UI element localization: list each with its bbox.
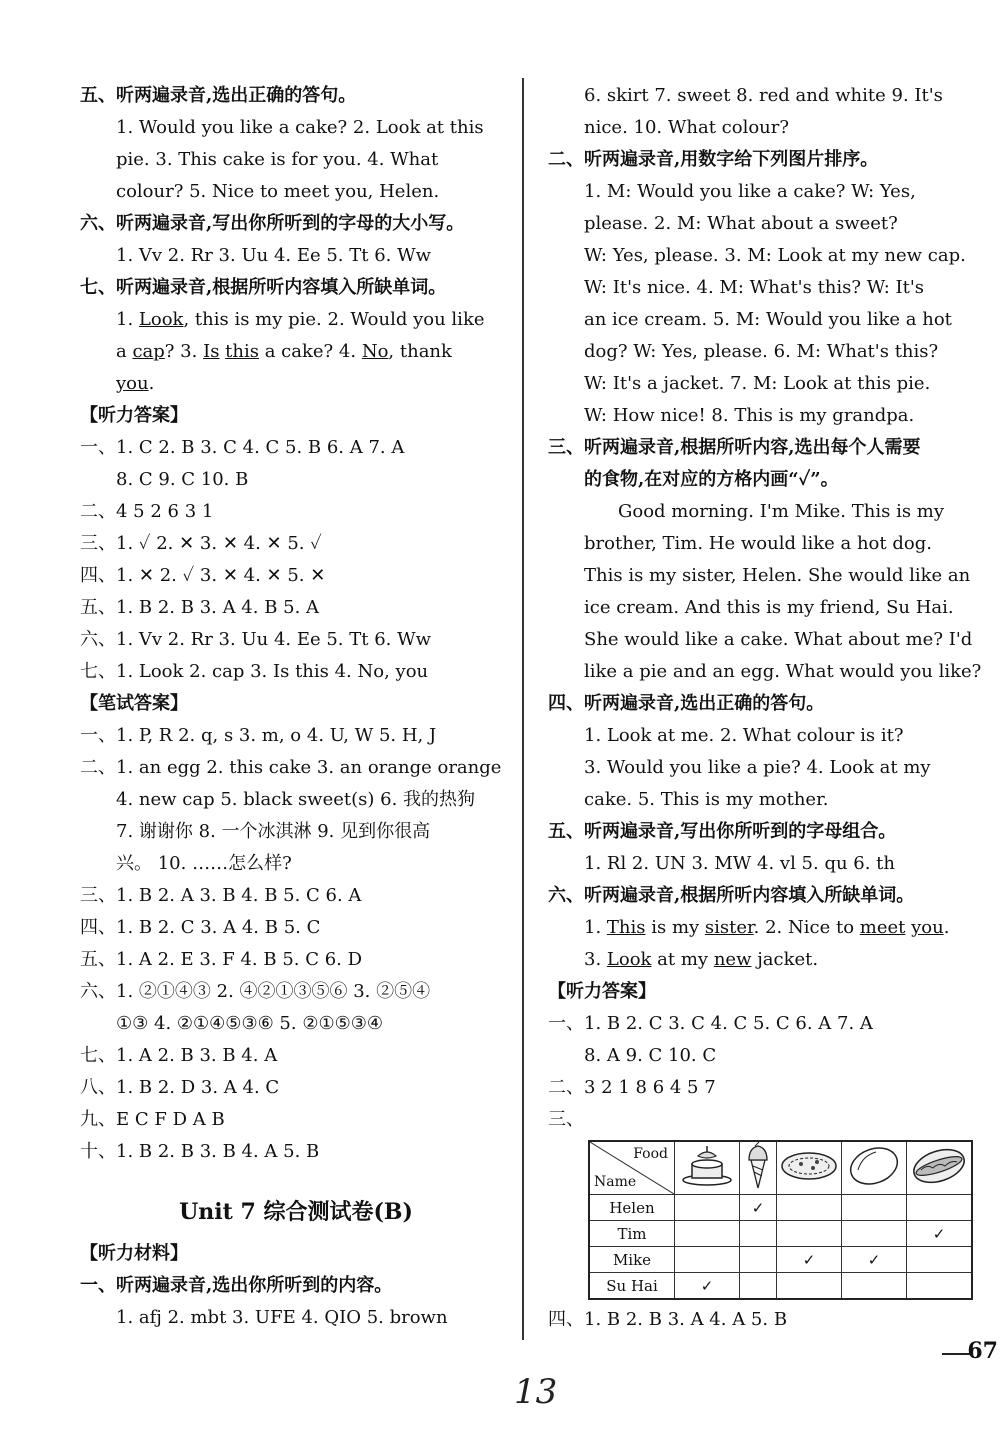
r-section-3-heading: 三、听两遍录音,根据所听内容,选出每个人需要	[548, 437, 921, 458]
ice-cream-icon	[740, 1141, 777, 1195]
table-row	[589, 1273, 972, 1300]
dialogue-line: W: It's a jacket. 7. M: Look at this pie.	[584, 373, 931, 394]
paragraph-line: She would like a cake. What about me? I'd	[584, 629, 973, 650]
page-number: 67	[967, 1338, 998, 1364]
answer-line: 4. new cap 5. black sweet(s) 6. 我的热狗	[116, 789, 476, 810]
letter-combo-line: 1. Rl 2. UN 3. MW 4. vl 5. qu 6. th	[584, 853, 896, 874]
material-1-line: 1. afj 2. mbt 3. UFE 4. QIO 5. brown	[116, 1307, 448, 1328]
item-number: 1.	[584, 917, 607, 938]
mark-cell	[675, 1247, 740, 1273]
mark-cell: ✓	[675, 1273, 740, 1300]
answer-word: Look	[138, 309, 184, 330]
answer-line: 九、E C F D A B	[80, 1109, 225, 1130]
mark-cell	[675, 1221, 740, 1247]
answer-line: ①③ 4. ②①④⑤③⑥ 5. ②①⑤③④	[116, 1013, 384, 1034]
name-label: Name	[594, 1174, 637, 1190]
material-1-heading: 一、听两遍录音,选出你所听到的内容。	[80, 1275, 393, 1296]
dialogue-line: dog? W: Yes, please. 6. M: What's this?	[584, 341, 939, 362]
table-row	[589, 1221, 972, 1247]
answer-line: 五、1. B 2. B 3. A 4. B 5. A	[80, 597, 320, 618]
s5-line: pie. 3. This cake is for you. 4. What	[116, 149, 439, 170]
food-label: Food	[633, 1146, 668, 1162]
header-corner-cell	[589, 1141, 675, 1195]
table-header-row	[589, 1141, 972, 1195]
text: . 2. Nice to	[753, 917, 860, 938]
mark-cell	[777, 1273, 842, 1300]
answer-line: 兴。 10. ……怎么样?	[116, 853, 292, 874]
paragraph-line: This is my sister, Helen. She would like an	[584, 565, 971, 586]
text: is my	[645, 917, 705, 938]
r-section-3-heading-cont: 的食物,在对应的方格内画“✓”。	[584, 469, 839, 490]
answer-line: 四、1. B 2. C 3. A 4. B 5. C	[80, 917, 321, 938]
answer-line: 十、1. B 2. B 3. B 4. A 5. B	[80, 1141, 320, 1162]
answer-word: you	[911, 917, 944, 938]
mark-cell	[907, 1273, 973, 1300]
r-section-6-heading: 六、听两遍录音,根据所听内容填入所缺单词。	[548, 885, 915, 906]
continued-line: nice. 10. What colour?	[584, 117, 790, 138]
answer-word: This	[606, 917, 646, 938]
text: , this is my pie. 2. Would you like	[183, 309, 485, 330]
handwritten-number: 13	[514, 1372, 558, 1412]
mark-cell	[777, 1221, 842, 1247]
text: .	[943, 917, 950, 938]
listening-answers-heading: 【听力答案】	[80, 405, 188, 426]
answer-line: 六、1. Vv 2. Rr 3. Uu 4. Ee 5. Tt 6. Ww	[80, 629, 432, 650]
answer-line: 三、1. B 2. A 3. B 4. B 5. C 6. A	[80, 885, 362, 906]
mark-cell: ✓	[740, 1195, 777, 1221]
mark-cell	[740, 1273, 777, 1300]
answer-line: 8. C 9. C 10. B	[116, 469, 249, 490]
listening-material-heading: 【听力材料】	[80, 1243, 188, 1264]
row-name: Tim	[589, 1221, 675, 1247]
section-6-heading: 六、听两遍录音,写出你所听到的字母的大小写。	[80, 213, 465, 234]
r-section-4-heading: 四、听两遍录音,选出正确的答句。	[548, 693, 825, 714]
answer-line: 七、1. A 2. B 3. B 4. A	[80, 1045, 278, 1066]
answer-line: 7. 谢谢你 8. 一个冰淇淋 9. 见到你很高	[116, 821, 431, 842]
egg-icon	[842, 1141, 907, 1195]
answer-line: 六、1. ②①④③ 2. ④②①③⑤⑥ 3. ②⑤④	[80, 981, 431, 1002]
continued-line: 6. skirt 7. sweet 8. red and white 9. It's	[584, 85, 943, 106]
r-listening-answers-heading: 【听力答案】	[548, 981, 656, 1002]
s5-line: colour? 5. Nice to meet you, Helen.	[116, 181, 440, 202]
answer-word: Is	[203, 341, 220, 362]
answer-word: Look	[606, 949, 652, 970]
food-table	[588, 1140, 973, 1300]
dialogue-line: W: It's nice. 4. M: What's this? W: It's	[584, 277, 925, 298]
answer-line: 一、1. B 2. C 3. C 4. C 5. C 6. A 7. A	[548, 1013, 873, 1034]
r-section-2-heading: 二、听两遍录音,用数字给下列图片排序。	[548, 149, 879, 170]
paragraph-line: Good morning. I'm Mike. This is my	[618, 501, 945, 522]
answer-line: 8. A 9. C 10. C	[584, 1045, 717, 1066]
section-7-heading: 七、听两遍录音,根据所听内容填入所缺单词。	[80, 277, 447, 298]
answer-sentence-line: 1. Look at me. 2. What colour is it?	[584, 725, 904, 746]
text: .	[148, 373, 155, 394]
fill-line-1	[548, 912, 972, 944]
text: , thank	[388, 341, 452, 362]
fill-line-2	[548, 944, 972, 976]
column-divider	[522, 78, 524, 1340]
mark-cell	[842, 1273, 907, 1300]
answer-word: this	[225, 341, 259, 362]
item-number: 3.	[584, 949, 607, 970]
answer-line: 五、1. A 2. E 3. F 4. B 5. C 6. D	[80, 949, 363, 970]
page-number-dash	[942, 1353, 970, 1355]
answer-line: 二、1. an egg 2. this cake 3. an orange orange	[80, 757, 502, 778]
mark-cell	[907, 1195, 973, 1221]
item-number: 1.	[116, 309, 134, 330]
left-column	[80, 80, 512, 1334]
r-four-answers: 四、1. B 2. B 3. A 4. A 5. B	[548, 1309, 788, 1330]
right-column	[548, 80, 982, 1136]
unit-title: Unit 7 综合测试卷(B)	[179, 1199, 413, 1225]
text: jacket.	[751, 949, 819, 970]
row-name: Helen	[589, 1195, 675, 1221]
s6-line: 1. Vv 2. Rr 3. Uu 4. Ee 5. Tt 6. Ww	[116, 245, 432, 266]
answer-sentence-line: cake. 5. This is my mother.	[584, 789, 829, 810]
mark-cell	[675, 1195, 740, 1221]
answer-word: new	[713, 949, 752, 970]
answer-line: 二、4 5 2 6 3 1	[80, 501, 214, 522]
dialogue-line: W: How nice! 8. This is my grandpa.	[584, 405, 915, 426]
paragraph-line: ice cream. And this is my friend, Su Hai.	[584, 597, 954, 618]
answer-three-label: 三、	[548, 1109, 584, 1130]
row-name: Mike	[589, 1247, 675, 1273]
answer-line: 四、1. ✕ 2. ✓ 3. ✕ 4. ✕ 5. ✕	[80, 565, 326, 586]
text: at my	[651, 949, 714, 970]
answer-line: 二、3 2 1 8 6 4 5 7	[548, 1077, 716, 1098]
answer-word: you	[116, 373, 149, 394]
mark-cell: ✓	[907, 1221, 973, 1247]
text: ? 3.	[164, 341, 204, 362]
mark-cell	[842, 1221, 907, 1247]
s5-line: 1. Would you like a cake? 2. Look at this	[116, 117, 484, 138]
answer-word: No	[361, 341, 389, 362]
answer-word: meet	[859, 917, 906, 938]
r-section-5-heading: 五、听两遍录音,写出你所听到的字母组合。	[548, 821, 897, 842]
s7-line-1	[80, 304, 512, 336]
answer-word: cap	[132, 341, 165, 362]
mark-cell: ✓	[777, 1247, 842, 1273]
mark-cell	[777, 1195, 842, 1221]
dialogue-line: please. 2. M: What about a sweet?	[584, 213, 898, 234]
answer-line: 八、1. B 2. D 3. A 4. C	[80, 1077, 280, 1098]
table-row	[589, 1247, 972, 1273]
answer-line: 三、1. ✓ 2. ✕ 3. ✕ 4. ✕ 5. ✓	[80, 533, 322, 554]
mark-cell	[740, 1221, 777, 1247]
answer-line: 七、1. Look 2. cap 3. Is this 4. No, you	[80, 661, 429, 682]
dialogue-line: 1. M: Would you like a cake? W: Yes,	[584, 181, 916, 202]
answer-line: 一、1. P, R 2. q, s 3. m, o 4. U, W 5. H, J	[80, 725, 437, 746]
mark-cell	[740, 1247, 777, 1273]
mark-cell: ✓	[842, 1247, 907, 1273]
s7-line-3	[80, 368, 512, 400]
answer-word: sister	[704, 917, 754, 938]
s7-line-2	[80, 336, 512, 368]
written-answers-heading: 【笔试答案】	[80, 693, 188, 714]
text: a cake? 4.	[259, 341, 362, 362]
dialogue-line: W: Yes, please. 3. M: Look at my new cap.	[584, 245, 966, 266]
answer-sentence-line: 3. Would you like a pie? 4. Look at my	[584, 757, 931, 778]
mark-cell	[842, 1195, 907, 1221]
hot-dog-icon	[907, 1141, 973, 1195]
paragraph-line: like a pie and an egg. What would you like?	[584, 661, 982, 682]
paragraph-line: brother, Tim. He would like a hot dog.	[584, 533, 932, 554]
answer-line: 一、1. C 2. B 3. C 4. C 5. B 6. A 7. A	[80, 437, 405, 458]
row-name: Su Hai	[589, 1273, 675, 1300]
cake-icon	[675, 1141, 740, 1195]
dialogue-line: an ice cream. 5. M: Would you like a hot	[584, 309, 952, 330]
pie-icon	[777, 1141, 842, 1195]
text: a	[116, 341, 133, 362]
mark-cell	[907, 1247, 973, 1273]
table-row	[589, 1195, 972, 1221]
section-5-heading: 五、听两遍录音,选出正确的答句。	[80, 85, 357, 106]
